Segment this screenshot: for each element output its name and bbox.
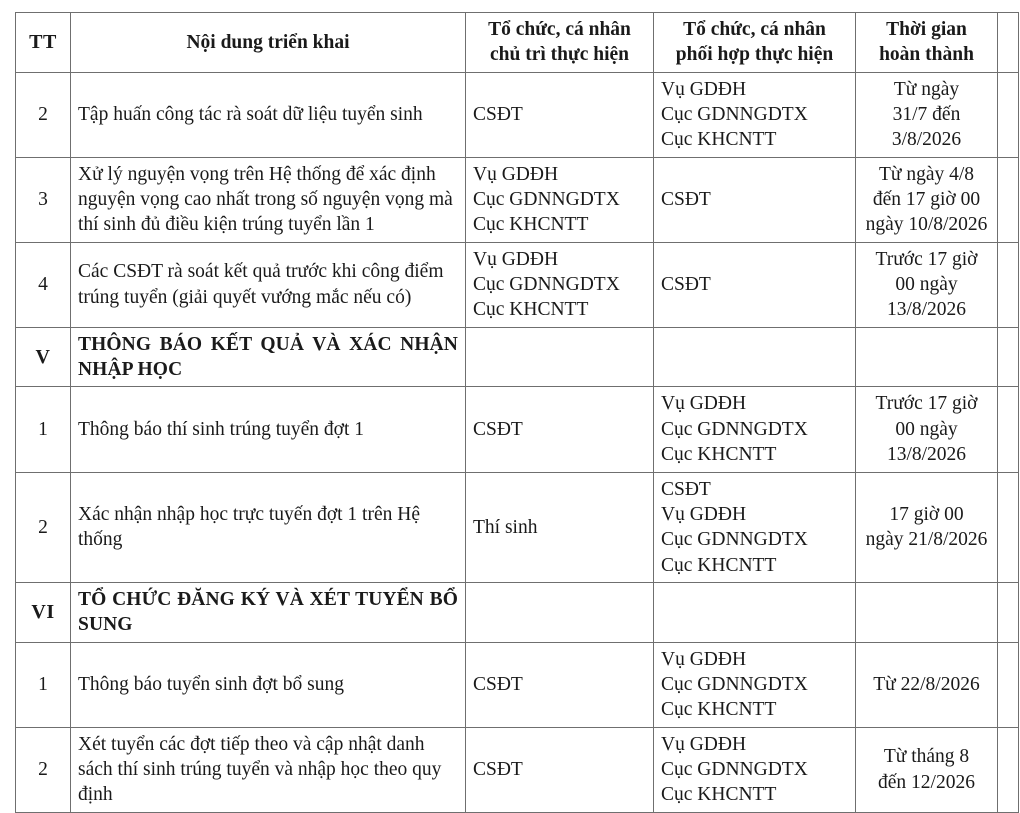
cell-lead-org — [466, 327, 654, 387]
schedule-table — [15, 12, 1019, 813]
cell-line: Cục KHCNTT — [661, 554, 777, 576]
cell-index: 2 — [16, 472, 71, 582]
deadline-line: Trước 17 giờ — [875, 393, 978, 415]
deadline-line: Trước 17 giờ — [875, 248, 978, 270]
deadline-line: 31/7 đến — [892, 104, 961, 126]
cell-lead-org — [466, 242, 654, 327]
deadline-line: ngày 10/8/2026 — [865, 214, 988, 236]
cell-overflow — [998, 642, 1019, 727]
deadline-line: Từ ngày — [893, 78, 960, 100]
column-header-lead — [466, 13, 654, 73]
cell-line: Cục GDNNGDTX — [661, 673, 808, 695]
column-header-content: Nội dung triển khai — [71, 13, 466, 73]
cell-index: 4 — [16, 242, 71, 327]
cell-content: Tập huấn công tác rà soát dữ liệu tuyển sinh — [71, 72, 466, 157]
cell-deadline — [856, 327, 998, 387]
table-row — [16, 387, 1019, 472]
cell-line: Vụ GDĐH — [661, 78, 747, 100]
cell-overflow — [998, 157, 1019, 242]
cell-lines — [473, 162, 646, 238]
header-row — [16, 13, 1019, 73]
cell-coop-org — [654, 387, 856, 472]
cell-overflow — [998, 327, 1019, 387]
cell-index: 1 — [16, 642, 71, 727]
cell-lead-org — [466, 582, 654, 642]
cell-lead-org — [466, 72, 654, 157]
cell-line: Cục KHCNTT — [661, 784, 777, 806]
section-row — [16, 582, 1019, 642]
table-row — [16, 242, 1019, 327]
cell-index: 2 — [16, 727, 71, 812]
cell-line: Cục GDNNGDTX — [473, 274, 620, 296]
cell-lines — [473, 247, 646, 323]
cell-line: Cục GDNNGDTX — [661, 529, 808, 551]
cell-line: Vụ GDĐH — [661, 648, 747, 670]
column-header-time — [856, 13, 998, 73]
cell-index: 3 — [16, 157, 71, 242]
column-header-lead-line2: chủ trì thực hiện — [490, 44, 629, 66]
cell-coop-org — [654, 157, 856, 242]
cell-coop-org — [654, 642, 856, 727]
cell-lines — [661, 77, 848, 153]
deadline-line: 00 ngày — [895, 418, 958, 440]
cell-index: 1 — [16, 387, 71, 472]
column-header-coop — [654, 13, 856, 73]
cell-line: CSĐT — [473, 418, 523, 440]
cell-lines — [661, 272, 848, 297]
cell-line: Vụ GDĐH — [661, 733, 747, 755]
cell-deadline — [856, 472, 998, 582]
cell-content: Các CSĐT rà soát kết quả trước khi công điểm trúng tuyển (giải quyết vướng mắc nếu có) — [71, 242, 466, 327]
cell-lead-org — [466, 727, 654, 812]
deadline-line: đến 12/2026 — [878, 771, 975, 793]
table-row — [16, 727, 1019, 812]
table-row — [16, 157, 1019, 242]
cell-lines — [473, 672, 646, 697]
cell-lines — [473, 515, 646, 540]
cell-content: Xác nhận nhập học trực tuyến đợt 1 trên Hệ thống — [71, 472, 466, 582]
cell-line: Vụ GDĐH — [473, 248, 559, 270]
cell-lines — [661, 477, 848, 578]
cell-line: CSĐT — [661, 274, 711, 296]
column-header-coop-line2: phối hợp thực hiện — [675, 44, 834, 66]
cell-content: Xét tuyển các đợt tiếp theo và cập nhật danh sách thí sinh trúng tuyển và nhập học theo quy định — [71, 727, 466, 812]
cell-lead-org — [466, 157, 654, 242]
column-header-tt: TT — [16, 13, 71, 73]
cell-line: CSĐT — [473, 104, 523, 126]
cell-line: Cục KHCNTT — [661, 444, 777, 466]
table-body — [16, 72, 1019, 812]
cell-content: Xử lý nguyện vọng trên Hệ thống để xác định nguyện vọng cao nhất trong số nguyện vọng mà thí sinh đủ điều kiện trúng tuyển lần 1 — [71, 157, 466, 242]
cell-lines — [473, 417, 646, 442]
cell-line: CSĐT — [473, 758, 523, 780]
column-header-overflow — [998, 13, 1019, 73]
cell-line: Cục GDNNGDTX — [661, 104, 808, 126]
cell-coop-org — [654, 72, 856, 157]
cell-line: Cục KHCNTT — [473, 299, 589, 321]
cell-content: Thông báo tuyển sinh đợt bổ sung — [71, 642, 466, 727]
cell-line: Vụ GDĐH — [473, 163, 559, 185]
cell-deadline — [856, 727, 998, 812]
cell-section-title: THÔNG BÁO KẾT QUẢ VÀ XÁC NHẬN NHẬP HỌC — [71, 327, 466, 387]
cell-deadline — [856, 387, 998, 472]
cell-lines — [473, 102, 646, 127]
cell-overflow — [998, 242, 1019, 327]
deadline-line: 17 giờ 00 — [889, 503, 964, 525]
table-row — [16, 642, 1019, 727]
deadline-line: 00 ngày — [895, 274, 958, 296]
deadline-line: ngày 21/8/2026 — [865, 529, 988, 551]
cell-deadline — [856, 582, 998, 642]
cell-index: VI — [16, 582, 71, 642]
column-header-lead-line1: Tổ chức, cá nhân — [488, 19, 631, 40]
cell-coop-org — [654, 582, 856, 642]
table-row — [16, 72, 1019, 157]
cell-line: CSĐT — [661, 189, 711, 211]
deadline-line: 13/8/2026 — [886, 299, 967, 321]
cell-line: Cục KHCNTT — [661, 699, 777, 721]
cell-deadline — [856, 72, 998, 157]
cell-index: V — [16, 327, 71, 387]
cell-lead-org — [466, 642, 654, 727]
table-header — [16, 13, 1019, 73]
cell-line: CSĐT — [473, 673, 523, 695]
cell-overflow — [998, 72, 1019, 157]
cell-line: Thí sinh — [473, 516, 538, 538]
deadline-line: Từ 22/8/2026 — [873, 673, 980, 695]
column-header-time-line1: Thời gian — [886, 19, 967, 40]
deadline-line: Từ ngày 4/8 — [878, 163, 975, 185]
cell-overflow — [998, 472, 1019, 582]
cell-line: Cục GDNNGDTX — [473, 189, 620, 211]
cell-lead-org — [466, 387, 654, 472]
cell-coop-org — [654, 327, 856, 387]
section-row — [16, 327, 1019, 387]
deadline-line: Từ tháng 8 — [883, 746, 970, 768]
deadline-line: 13/8/2026 — [886, 444, 967, 466]
deadline-line: 3/8/2026 — [891, 129, 962, 151]
cell-line: Cục KHCNTT — [473, 214, 589, 236]
cell-coop-org — [654, 727, 856, 812]
cell-overflow — [998, 387, 1019, 472]
cell-line: Cục GDNNGDTX — [661, 418, 808, 440]
cell-coop-org — [654, 472, 856, 582]
deadline-line: đến 17 giờ 00 — [872, 189, 981, 211]
cell-lines — [661, 647, 848, 723]
cell-line: Cục KHCNTT — [661, 129, 777, 151]
cell-content: Thông báo thí sinh trúng tuyển đợt 1 — [71, 387, 466, 472]
cell-lines — [661, 391, 848, 467]
cell-lead-org — [466, 472, 654, 582]
cell-section-title: TỔ CHỨC ĐĂNG KÝ VÀ XÉT TUYỂN BỔ SUNG — [71, 582, 466, 642]
cell-line: Vụ GDĐH — [661, 393, 747, 415]
cell-lines — [661, 732, 848, 808]
cell-line: CSĐT — [661, 478, 711, 500]
cell-overflow — [998, 727, 1019, 812]
cell-index: 2 — [16, 72, 71, 157]
column-header-time-line2: hoàn thành — [879, 44, 974, 66]
cell-lines — [473, 757, 646, 782]
column-header-coop-line1: Tổ chức, cá nhân — [683, 19, 826, 40]
table-row — [16, 472, 1019, 582]
cell-deadline — [856, 642, 998, 727]
cell-coop-org — [654, 242, 856, 327]
cell-deadline — [856, 157, 998, 242]
cell-line: Vụ GDĐH — [661, 503, 747, 525]
cell-lines — [661, 187, 848, 212]
cell-line: Cục GDNNGDTX — [661, 758, 808, 780]
cell-overflow — [998, 582, 1019, 642]
cell-deadline — [856, 242, 998, 327]
